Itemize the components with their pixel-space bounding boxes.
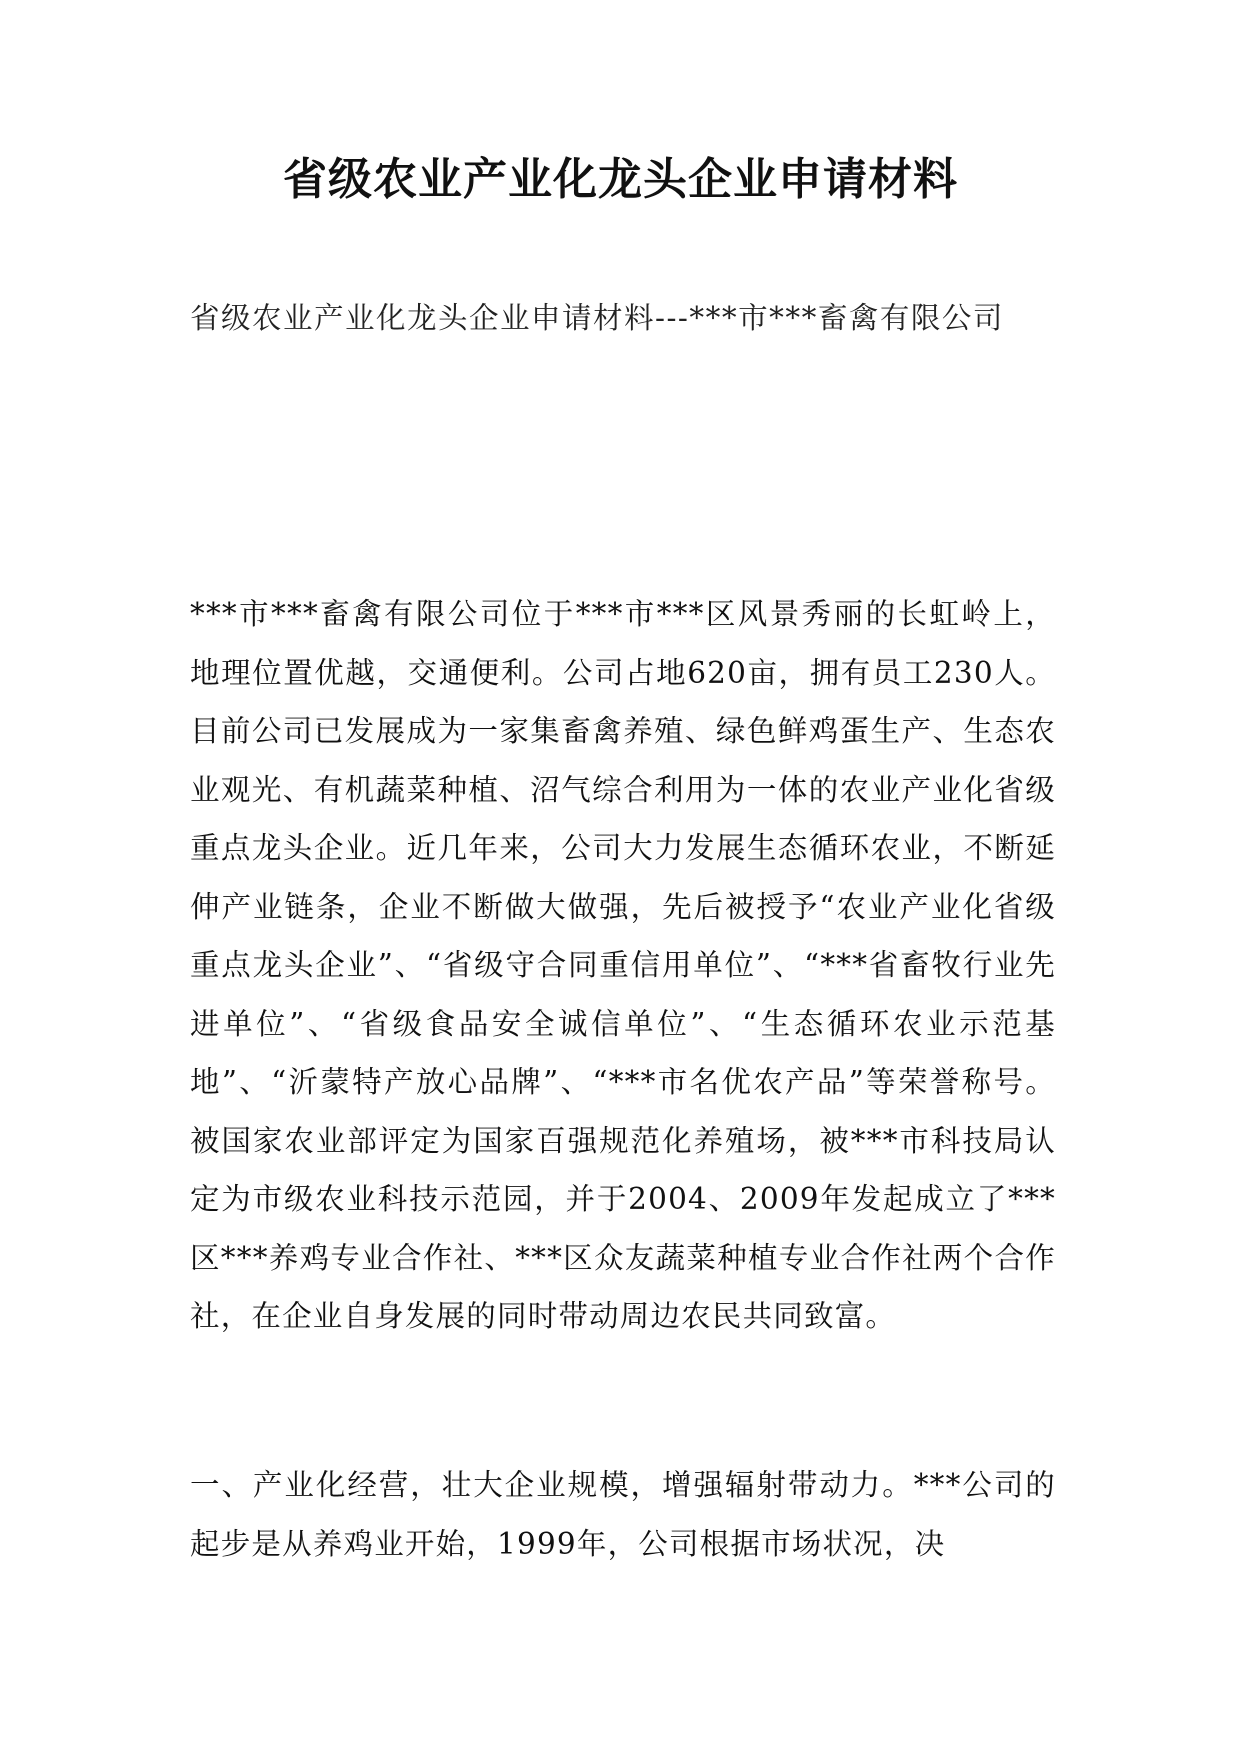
document-title: 省级农业产业化龙头企业申请材料 xyxy=(283,154,958,205)
body-paragraph-intro: ***市***畜禽有限公司位于***市***区风景秀丽的长虹岭上，地理位置优越，交通便利。公司占地620亩，拥有员工230人。目前公司已发展成为一家集畜禽养殖、绿色鲜鸡蛋生产、生态农业观光、有机蔬菜种植、沼气综合利用为一体的农业产业化省级重点龙头企业。近几年来，公司大力发展生态循环农业，不断延伸产业链条，企业不断做大做强，先后被授予“农业产业化省级重点龙头企业”、“省级守合同重信用单位”、“***省畜牧行业先进单位”、“省级食品安全诚信单位”、“生态循环农业示范基地”、“沂蒙特产放心品牌”、“***市名优农产品”等荣誉称号。被国家农业部评定为国家百强规范化养殖场，被***市科技局认定为市级农业科技示范园，并于2004、2009年发起成立了***区***养鸡专业合作社、***区众友蔬菜种植专业合作社两个合作社，在企业自身发展的同时带动周边农民共同致富。 xyxy=(190,597,1056,1333)
document-subtitle: 省级农业产业化龙头企业申请材料---***市***畜禽有限公司 xyxy=(190,301,1004,335)
body-paragraph-section-one: 一、产业化经营，壮大企业规模，增强辐射带动力。***公司的起步是从养鸡业开始，1999年，公司根据市场状况，决 xyxy=(190,1468,1056,1561)
